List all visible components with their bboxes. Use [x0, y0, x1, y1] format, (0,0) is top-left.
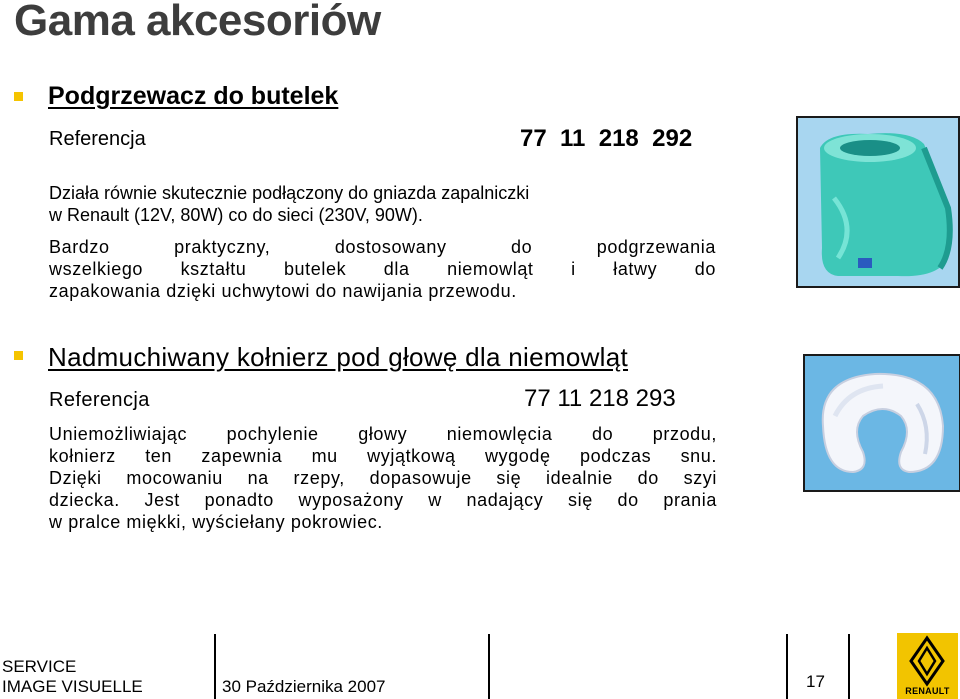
square-bullet-icon — [14, 92, 23, 101]
product1-ref-number: 77 11 218 292 — [520, 125, 693, 152]
footer-divider — [488, 634, 490, 699]
page-number: 17 — [806, 672, 825, 691]
product2-ref-label: Referencja — [49, 389, 150, 411]
bottle-warmer-image — [798, 118, 958, 286]
footer-service-label: IMAGE VISUELLE — [2, 677, 143, 696]
footer-service-label: SERVICE — [2, 657, 77, 676]
renault-logo — [897, 633, 958, 699]
product1-desc-line: Bardzo praktyczny, dostosowany do podgrzewania — [49, 237, 716, 257]
neck-pillow-photo — [803, 354, 960, 492]
footer-divider — [848, 634, 850, 699]
footer-date: 30 Października 2007 — [222, 677, 386, 696]
bottle-warmer-photo — [796, 116, 960, 288]
product2-description — [49, 423, 717, 533]
page-title: Gama akcesoriów — [14, 0, 381, 45]
footer-divider — [786, 634, 788, 699]
product2-desc-line: w pralce miękki, wyściełany pokrowiec. — [49, 512, 383, 532]
product1-description-1 — [49, 182, 719, 226]
product1-heading: Podgrzewacz do butelek — [48, 82, 339, 110]
product1-ref-label: Referencja — [49, 128, 146, 150]
neck-pillow-image — [805, 356, 959, 490]
square-bullet-icon — [14, 351, 23, 360]
product2-ref-number: 77 11 218 293 — [524, 385, 676, 412]
logo-text: RENAULT — [905, 686, 950, 696]
product2-desc-line: Dzięki mocowaniu na rzepy, dopasowuje się idealnie do szyi — [49, 468, 717, 488]
product2-desc-line: kołnierz ten zapewnia mu wyjątkową wygodę podczas snu. — [49, 446, 717, 466]
product1-description-2 — [49, 236, 716, 302]
product2-heading: Nadmuchiwany kołnierz pod głowę dla niemowląt — [48, 342, 629, 372]
product1-desc-line: wszelkiego kształtu butelek dla niemowląt i łatwy do — [49, 259, 716, 279]
footer-divider — [214, 634, 216, 699]
product1-desc-line: w Renault (12V, 80W) co do sieci (230V, 90W). — [49, 205, 423, 225]
product1-desc-line: Działa równie skutecznie podłączony do gniazda zapalniczki — [49, 183, 530, 203]
product2-desc-line: dziecka. Jest ponadto wyposażony w nadający się do prania — [49, 490, 717, 510]
product1-desc-line: zapakowania dzięki uchwytowi do nawijania przewodu. — [49, 281, 517, 301]
product2-desc-line: Uniemożliwiając pochylenie głowy niemowlęcia do przodu, — [49, 424, 717, 444]
